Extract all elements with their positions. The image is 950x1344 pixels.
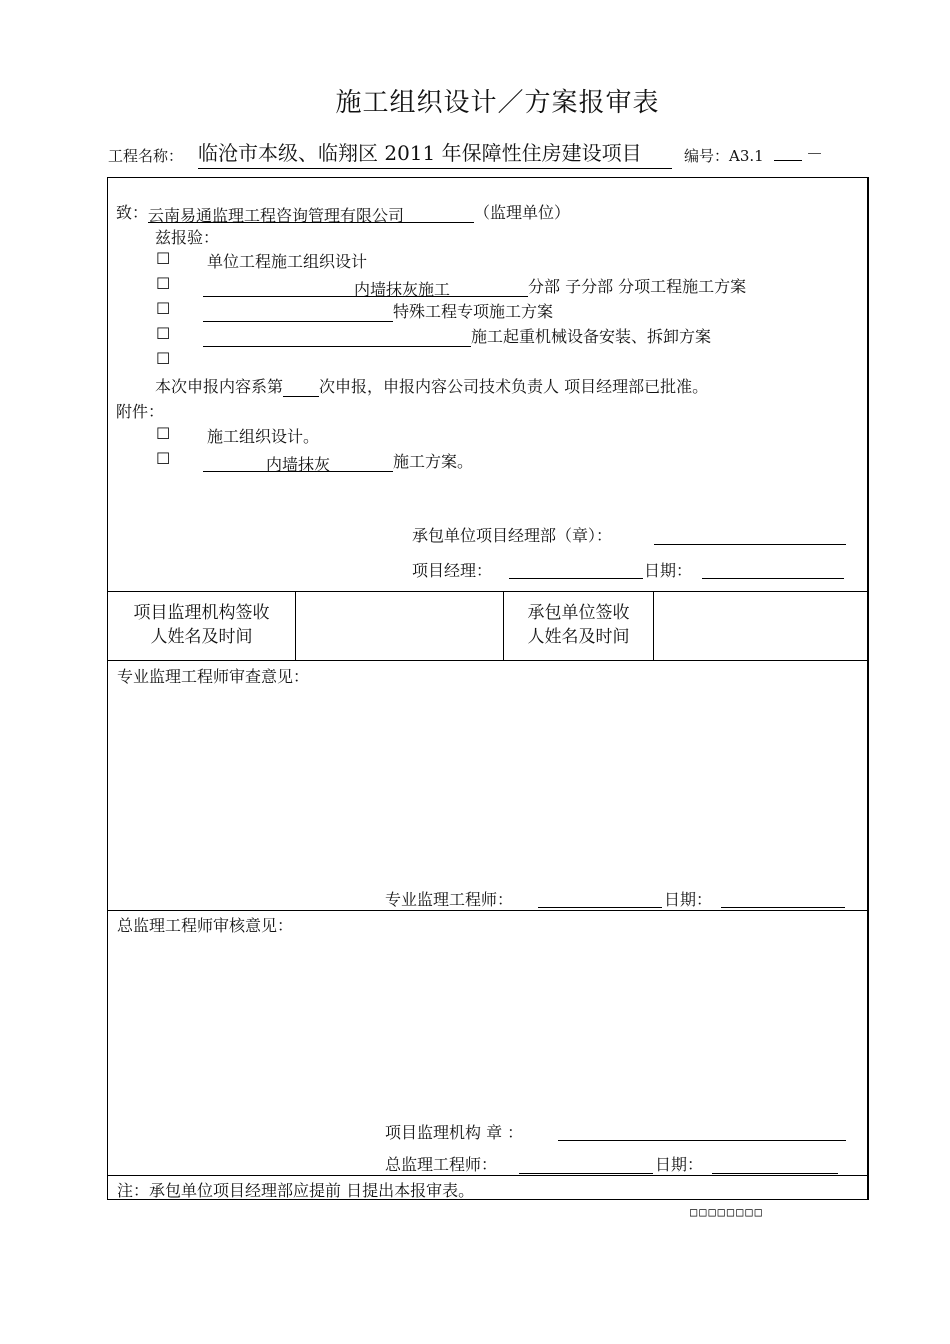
specialist-review-field[interactable] (117, 690, 857, 870)
item-3-fill[interactable] (203, 302, 393, 322)
contractor-sign-label-line1: 承包单位签收 (527, 603, 630, 623)
item-4-line (203, 324, 711, 347)
item-3-label: 特殊工程专项施工方案 (393, 302, 554, 321)
project-name-value[interactable]: 临沧市本级、临翔区 2011 年保障性住房建设项目 (198, 137, 672, 169)
checkbox-attachment-2[interactable]: ☐ (156, 449, 171, 468)
supervisor-sign-field[interactable] (296, 592, 503, 660)
project-name-label: 工程名称： (108, 147, 184, 165)
row-divider-2 (107, 660, 869, 661)
statement-prefix: 本次申报内容系第 (155, 377, 284, 396)
project-manager-label: 项目经理： (412, 561, 493, 580)
checkbox-item-1[interactable]: ☐ (156, 249, 171, 268)
item-2-fill[interactable]: 内墙抹灰施工 (203, 277, 528, 297)
project-manager-field[interactable] (509, 578, 643, 579)
submission-count-blank[interactable] (283, 377, 319, 397)
recipient-label: 致： (116, 203, 149, 222)
chief-seal-field[interactable] (558, 1140, 846, 1141)
recipient-line (116, 200, 570, 223)
form-code-label: 编号：A3.1 (684, 147, 764, 165)
form-code-suffix: － (806, 145, 823, 165)
chief-date-label: 日期： (655, 1155, 704, 1174)
contractor-sign-cell-label (504, 601, 653, 649)
specialist-sign-label: 专业监理工程师： (385, 890, 514, 909)
item-3-line (203, 299, 553, 322)
attachment-2-line (203, 449, 473, 472)
item-4-fill[interactable] (203, 327, 471, 347)
recipient-value[interactable]: 云南易通监理工程咨询管理有限公司 (148, 203, 474, 223)
statement-line (155, 374, 708, 397)
form-title: 施工组织设计／方案报审表 (335, 88, 660, 118)
attachment-2-fill[interactable]: 内墙抹灰 (203, 452, 393, 472)
row-divider-3 (107, 910, 869, 911)
pm-date-label: 日期： (644, 561, 693, 580)
contractor-sign-label-line2: 人姓名及时间 (527, 627, 630, 647)
chief-sign-field[interactable] (519, 1173, 653, 1174)
item-2-line (203, 274, 746, 297)
checkbox-item-5[interactable]: ☐ (156, 349, 171, 368)
footer-code: □□□□□□□□ (690, 1205, 764, 1219)
footnote: 注：承包单位项目经理部应提前 日提出本报审表。 (117, 1181, 475, 1200)
checkbox-item-2[interactable]: ☐ (156, 274, 171, 293)
specialist-date-label: 日期： (664, 890, 713, 909)
row-divider-4 (107, 1175, 869, 1176)
checkbox-item-4[interactable]: ☐ (156, 324, 171, 343)
contractor-dept-seal-field[interactable] (654, 544, 846, 545)
item-1-label: 单位工程施工组织设计 (207, 252, 368, 271)
statement-suffix: 次申报，申报内容公司技术负责人 项目经理部已批准。 (319, 377, 709, 396)
contractor-sign-field[interactable] (654, 592, 868, 660)
form-code-blank[interactable] (774, 160, 802, 161)
item-2-label: 分部 子分部 分项工程施工方案 (528, 277, 747, 296)
specialist-review-heading: 专业监理工程师审查意见： (117, 667, 310, 686)
attachments-label: 附件： (116, 402, 165, 421)
chief-review-heading: 总监理工程师审核意见： (117, 916, 294, 935)
recipient-role: （监理单位） (474, 203, 571, 222)
attachment-1-label: 施工组织设计。 (207, 427, 320, 446)
chief-sign-label: 总监理工程师： (385, 1155, 498, 1174)
pm-date-field[interactable] (702, 578, 844, 579)
specialist-sign-field[interactable] (538, 907, 662, 908)
chief-seal-label: 项目监理机构 章 ： (385, 1123, 524, 1142)
checkbox-attachment-1[interactable]: ☐ (156, 424, 171, 443)
chief-date-field[interactable] (712, 1173, 838, 1174)
attachment-2-label: 施工方案。 (393, 452, 474, 471)
checkbox-item-3[interactable]: ☐ (156, 299, 171, 318)
item-4-label: 施工起重机械设备安装、拆卸方案 (471, 327, 712, 346)
intro-text: 兹报验： (155, 228, 220, 247)
chief-review-field[interactable] (117, 940, 857, 1110)
specialist-date-field[interactable] (721, 907, 845, 908)
supervisor-sign-label-line2: 人姓名及时间 (150, 627, 253, 647)
supervisor-sign-label-line1: 项目监理机构签收 (133, 603, 270, 623)
contractor-dept-label: 承包单位项目经理部（章）： (412, 526, 613, 545)
supervisor-sign-cell-label (108, 601, 295, 649)
